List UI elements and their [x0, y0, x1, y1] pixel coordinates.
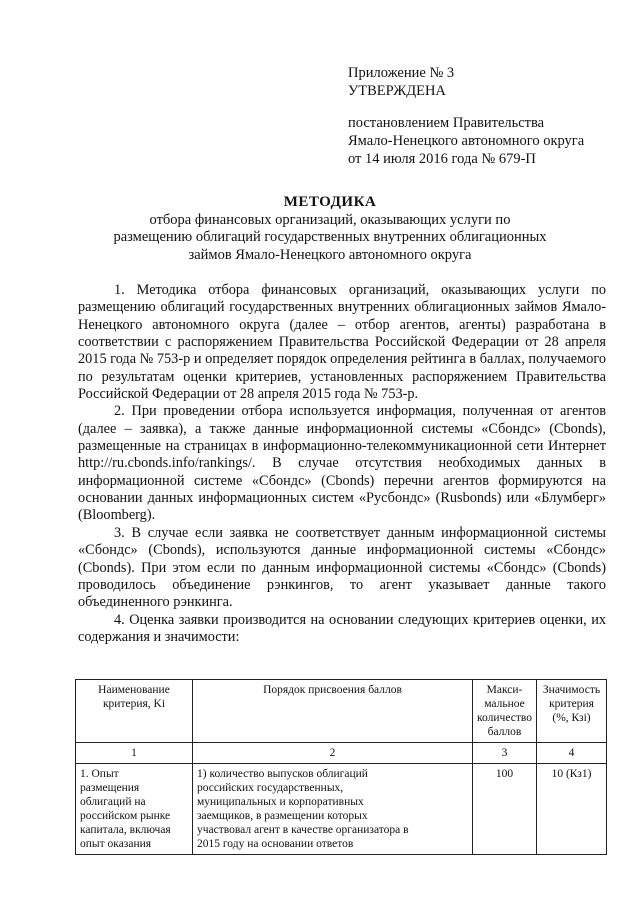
- procedure-cell: 1) количество выпусков облигаций российских государственных, муниципальных и корпоративных заемщиков, в размещении которых участвовал агент в качестве организатора в 2015 году на основании ответов: [193, 764, 473, 855]
- table-row: [76, 764, 607, 855]
- column-number-row: [76, 743, 607, 764]
- approval-line-3: от 14 июля 2016 года № 679-П: [348, 151, 536, 167]
- title-line-2: размещению облигаций государственных внутренних облигационных: [113, 229, 547, 245]
- header-procedure: Порядок присвоения баллов: [193, 680, 473, 743]
- title-heading: МЕТОДИКА: [283, 194, 377, 210]
- paragraph-2: 2. При проведении отбора используется информация, полученная от агентов (далее – заявка), а также данные информационной системы «Сбондс» (Cbonds), размещенные на страницах в информационно-телекоммуникационной сети Интернет http://ru.cbonds.info/rankings/. В случае отсутствия необходимых данных в информационной системе «Сбондс» (Cbonds) перечни агентов формируются на основании данных информационных систем «Русбондс» (Rusbonds) или «Блумберг» (Bloomberg).: [78, 403, 606, 524]
- column-number: 2: [193, 743, 473, 764]
- title-line-1: отбора финансовых организаций, оказывающих услуги по: [149, 211, 511, 228]
- approval-line-1: постановлением Правительства: [348, 115, 545, 131]
- paragraph-3: 3. В случае если заявка не соответствует данным информационной системы «Сбондс» (Cbonds), используются данные информационной системы «Сбондс» (Cbonds). При этом если по данным информационной системы «Сбондс» (Cbonds) проводилось объединение рэнкингов, то агент указывает данные такого объединенного рэнкинга.: [78, 524, 606, 611]
- title-line-3: займов Ямало-Ненецкого автономного округа: [188, 246, 472, 263]
- approval-line-2: Ямало-Ненецкого автономного округа: [348, 133, 585, 149]
- header-max-points: Макси- мальное количество баллов: [473, 680, 537, 743]
- approved-label: УТВЕРЖДЕНА: [348, 83, 446, 99]
- criterion-cell: 1. Опыт размещения облигаций на российском рынке капитала, включая опыт оказания: [76, 764, 193, 855]
- header-weight: Значимость критерия (%, Кзi): [537, 680, 607, 743]
- paragraph-1: 1. Методика отбора финансовых организаций, оказывающих услуги по размещению облигаций государственных внутренних облигационных займов Ямало-Ненецкого автономного округа (далее – отбор агентов, агенты) разработана в соответствии с распоряжением Правительства Российской Федерации от 28 апреля 2015 года № 753-р и определяет порядок определения рейтинга в баллах, получаемого по результатам оценки критериев, установленных распоряжением Правительства Российской Федерации от 28 апреля 2015 года № 753-р.: [78, 282, 606, 403]
- table-header-row: [76, 680, 607, 743]
- column-number: 3: [473, 743, 537, 764]
- header-criterion: Наименование критерия, Ki: [76, 680, 193, 743]
- max-points-cell: 100: [473, 764, 537, 855]
- column-number: 4: [537, 743, 607, 764]
- body-text: [78, 282, 606, 646]
- approval-stamp: [348, 64, 618, 168]
- document-title: [60, 194, 600, 264]
- criteria-table: [75, 679, 607, 855]
- appendix-number: Приложение № 3: [348, 65, 455, 81]
- paragraph-4: 4. Оценка заявки производится на основании следующих критериев оценки, их содержания и значимости:: [78, 611, 606, 645]
- weight-cell: 10 (Кз1): [537, 764, 607, 855]
- column-number: 1: [76, 743, 193, 764]
